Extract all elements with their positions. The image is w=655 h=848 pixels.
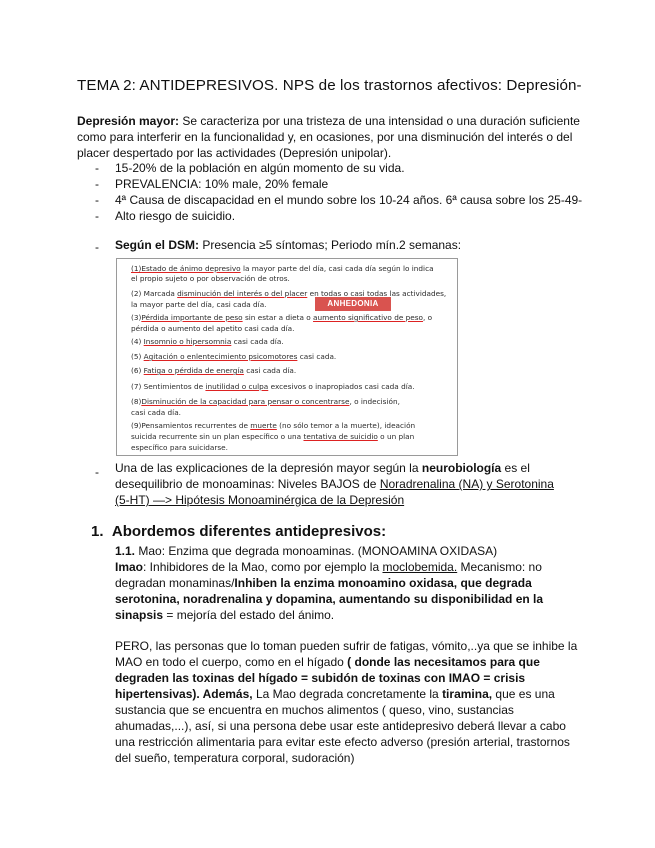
pero-line-5: sustancia que se encuentra en muchos alimentos ( queso, vino, sustancias: [115, 703, 514, 717]
bullet-item: 4ª Causa de discapacidad en el mundo sobre los 10-24 años. 6ª causa sobre los 25-49-: [115, 193, 583, 207]
criterion-9: (9)Pensamientos recurrentes de muerte (no sólo temor a la muerte), ideación: [131, 421, 416, 430]
pero-line-8: del sueño, temperatura corporal, sudoración): [115, 751, 355, 765]
imao-line-3: serotonina, noradrenalina y dopamina, aumentando su disponibilidad en la: [115, 592, 544, 606]
neuro-line-1: Una de las explicaciones de la depresión mayor según la neurobiología es el: [115, 461, 530, 475]
imao-line-1: Imao: Inhibidores de la Mao, como por ejemplo la moclobemida. Mecanismo: no: [115, 560, 542, 574]
bullet-dash: -: [95, 177, 99, 191]
bullet-dash: -: [95, 161, 99, 175]
term-depresion-mayor: Depresión mayor:: [77, 114, 180, 128]
criterion-3: (3)Pérdida importante de peso sin estar a dieta o aumento significativo de peso, o: [131, 313, 433, 322]
imao-line-2: degradan monaminas/Inhiben la enzima monoamino oxidasa, que degrada: [115, 576, 532, 590]
pero-line-2: MAO en todo el cuerpo, como en el hígado ( donde las necesitamos para que: [115, 655, 540, 669]
dsm-line: Según el DSM: Presencia ≥5 síntomas; Periodo mín.2 semanas:: [115, 238, 462, 252]
page-title: TEMA 2: ANTIDEPRESIVOS. NPS de los trastornos afectivos: Depresión-: [77, 77, 582, 94]
criterion-8: (8)Disminución de la capacidad para pensar o concentrarse, o indecisión,: [131, 397, 400, 406]
criterion-1: (1)Estado de ánimo depresivo la mayor parte del día, casi cada día según lo indica: [131, 264, 434, 273]
pero-line-6: ahumadas,...), así, si una persona debe usar este antidepresivo deberá llevar a cabo: [115, 719, 566, 733]
bullet-dash: -: [95, 193, 99, 207]
intro-line-3: placer despertado por las actividades (Depresión unipolar).: [77, 146, 392, 160]
intro-line-1: Depresión mayor: Se caracteriza por una tristeza de una intensidad o una duración suficiente: [77, 114, 580, 128]
criterion-8-cont: casi cada día.: [131, 408, 181, 417]
anhedonia-label: ANHEDONIA: [315, 297, 391, 311]
section-1-heading: 1. Abordemos diferentes antidepresivos:: [91, 523, 387, 540]
criterion-4: (4) Insomnio o hipersomnia casi cada día.: [131, 337, 284, 346]
pero-line-3: degraden las toxinas del hígado = subidón de toxinas con IMAO = crisis: [115, 671, 526, 685]
neuro-line-3: (5-HT) —> Hipótesis Monoaminérgica de la Depresión: [115, 493, 405, 507]
criterion-2: (2) Marcada disminución del interés o del placer en todas o casi todas las actividades,: [131, 289, 447, 298]
criterion-5: (5) Agitación o enlentecimiento psicomotores casi cada.: [131, 352, 337, 361]
pero-line-4: hipertensivas). Además, La Mao degrada concretamente la tiramina, que es una: [115, 687, 555, 701]
mao-definition: 1.1. Mao: Enzima que degrada monoaminas. (MONOAMINA OXIDASA): [115, 544, 498, 558]
bullet-dash: -: [95, 465, 99, 479]
dsm-criteria-image: [116, 258, 458, 456]
criterion-1-cont: el propio sujeto o por observación de otros.: [131, 274, 290, 283]
criterion-2-cont: la mayor parte del día, casi cada día.: [131, 300, 267, 309]
bullet-item: Alto riesgo de suicidio.: [115, 209, 236, 223]
intro-line-2: como para interferir en la funcionalidad y, en ocasiones, por una disminución del interés o del: [77, 130, 573, 144]
pero-line-1: PERO, las personas que lo toman pueden sufrir de fatigas, vómito,..ya que se inhibe la: [115, 639, 578, 653]
criterion-6: (6) Fatiga o pérdida de energía casi cada día.: [131, 366, 297, 375]
bullet-dash: -: [95, 240, 99, 254]
criterion-7: (7) Sentimientos de inutilidad o culpa excesivos o inapropiados casi cada día.: [131, 382, 415, 391]
neuro-line-2: desequilibrio de monoaminas: Niveles BAJOS de Noradrenalina (NA) y Serotonina: [115, 477, 554, 491]
pero-line-7: una restricción alimentaria para evitar este efecto adverso (presión arterial, trastornos: [115, 735, 570, 749]
bullet-item: 15-20% de la población en algún momento de su vida.: [115, 161, 405, 175]
criterion-9-cont2: específico para suicidarse.: [131, 443, 228, 452]
criterion-9-cont: suicida recurrente sin un plan específico o una tentativa de suicidio o un plan: [131, 432, 415, 441]
bullet-item: PREVALENCIA: 10% male, 20% female: [115, 177, 329, 191]
bullet-dash: -: [95, 209, 99, 223]
criterion-3-cont: pérdida o aumento del apetito casi cada día.: [131, 324, 295, 333]
imao-line-4: sinapsis = mejoría del estado del ánimo.: [115, 608, 335, 622]
